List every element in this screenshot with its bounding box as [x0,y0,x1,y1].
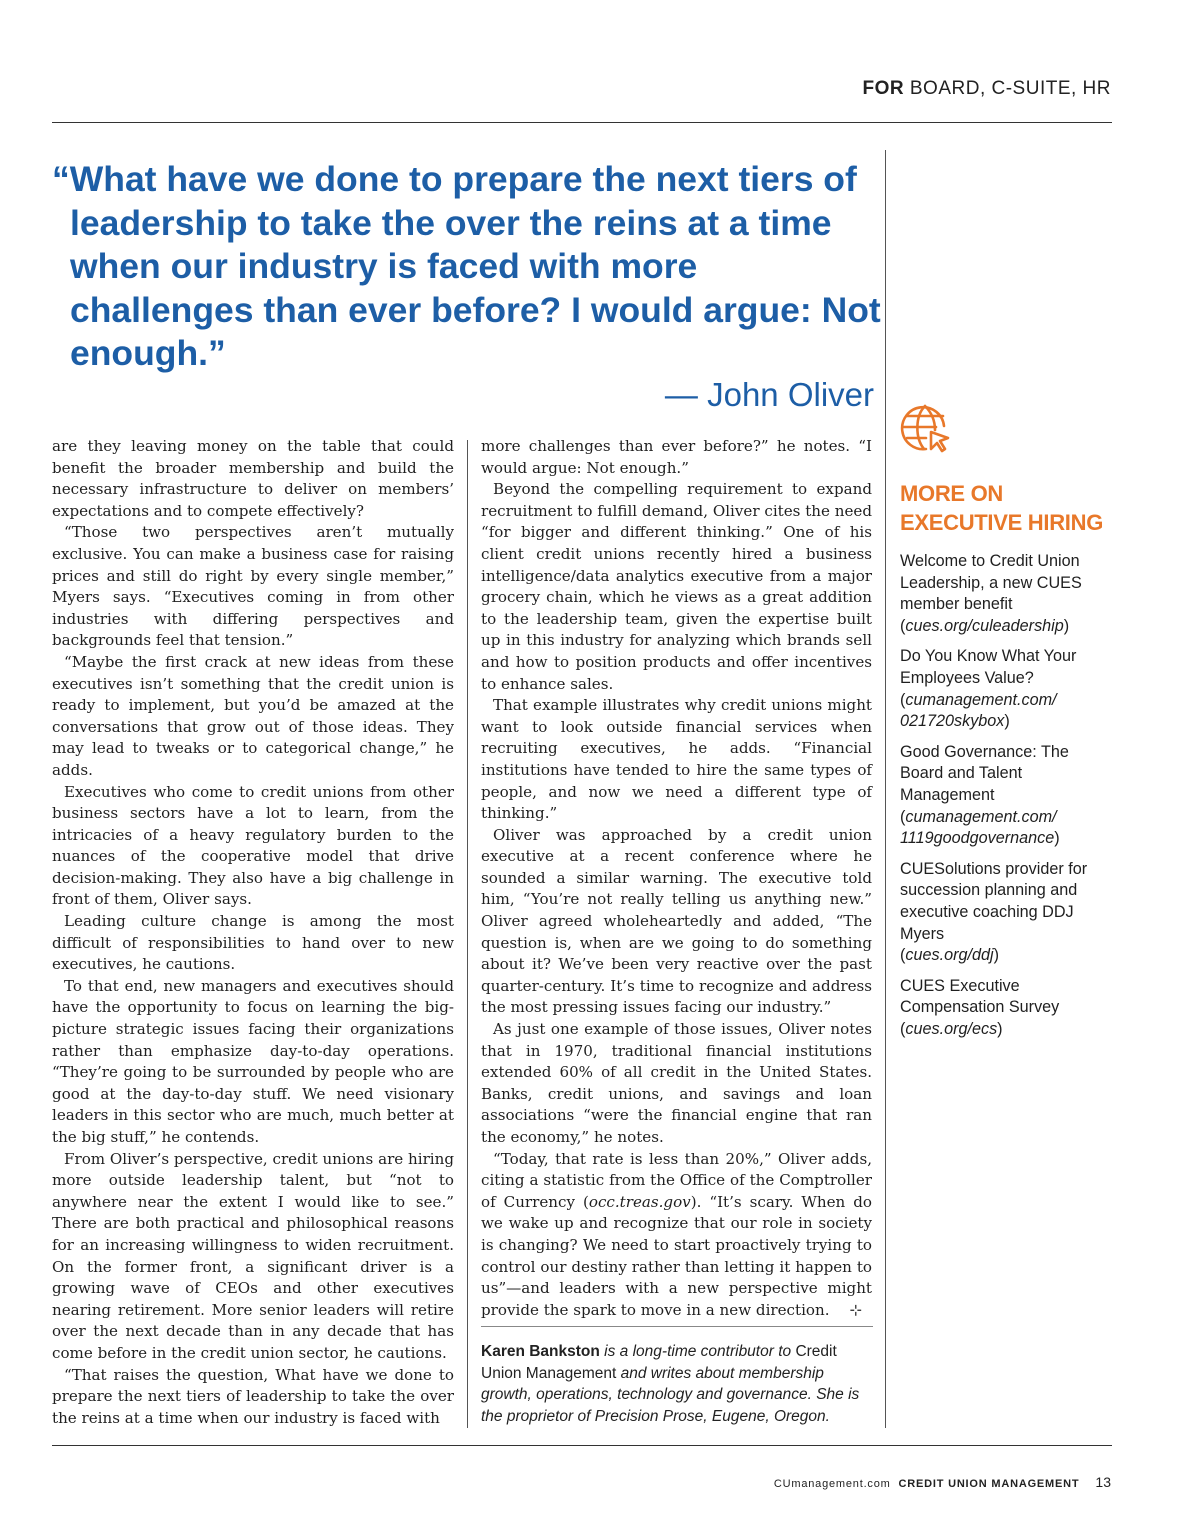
article-paragraph: are they leaving money on the table that could benefit the broader membership and build the necessary infrastructure to deliver on members’ expectations and to compete effectively? [52,437,454,520]
article-paragraph: “Those two perspectives aren’t mutually exclusive. You can make a business case for raising prices and still do right by every single member,” Myers says. “Executives coming in from other industries with differing perspectives and backgrounds feel that tension.” [52,523,454,650]
top-rule [52,122,1112,123]
sidebar-item: CUES Executive Compensation Survey (cues.org/ecs) [900,976,1060,1038]
sidebar-item-link[interactable]: cumanagement.com/ 021720skybox [900,690,1057,731]
occ-link[interactable]: occ.treas.gov [588,1192,691,1211]
article-paragraph: Beyond the compelling requirement to expand recruitment to fulfill demand, Oliver cites the need “for bigger and different thinking.” One of his client credit unions recently hired a business intelligence/data analytics executive from a major grocery chain, which he views as a great addition to the leadership team, given the expertise built up in this industry for analyzing which brands sell and how to position products and offer incentives to enhance sales. [481,480,872,693]
sidebar-item-text: CUESolutions provider for succession planning and executive coaching DDJ Myers [900,859,1088,943]
article-column-middle [481,436,872,1321]
pull-quote: “What have we done to prepare the next tiers of leadership to take the over the reins at a time when our industry is faced with more challenges than ever before? I would argue: Not enough.” [52,159,881,373]
article-column-left [52,436,454,1429]
article-paragraph: Oliver was approached by a credit union executive at a recent conference where he sounded a similar warning. The executive told him, “You’re not really telling us anything new.” Oliver agreed wholeheartedly and added, “The question is, when are we going to do something about it? We’ve been very reactive over the past quarter-century. It’s time to recognize and address the most pressing issues facing our industry.” [481,825,872,1017]
quote-attribution: — John Oliver [664,376,874,413]
author-bio [481,1341,873,1427]
bio-rule [481,1326,873,1327]
article-paragraph-final [481,1149,872,1322]
sidebar-item-link[interactable]: cues.org/ecs [905,1019,998,1038]
sidebar-item: Do You Know What Your Employees Value? (cumanagement.com/ 021720skybox) [900,647,1077,731]
sidebar-item: Welcome to Credit Union Leadership, a new CUES member benefit (cues.org/culeadership) [900,552,1082,635]
final-text-1: “Today, that rate is less than 20%,” Oliver adds, citing a statistic from the Office of the Comptroller of Currency ( [481,1149,872,1211]
article-paragraph: “Maybe the first crack at new ideas from these executives isn’t something that the credit union is ready to implement, but you’d be amazed at the conversations that grow out of those ideas. They may lead to tweaks or to categorical change,” he adds. [52,652,454,779]
sidebar-divider [885,150,886,1428]
article-paragraph: Executives who come to credit unions from other business sectors have a lot to learn, from the intricacies of a heavy regulatory burden to the nuances of the cooperative model that drive decision-making. They also have a big challenge in front of them, Oliver says. [52,782,454,909]
article-paragraph: From Oliver’s perspective, credit unions are hiring more outside leadership talent, but “not to anywhere near the extent I would like to see.” There are both practical and philosophical reasons for an increasing willingness to widen recruitment. On the former front, a significant driver is a growing wave of CEOs and other executives nearing retirement. More senior leaders will retire over the next decade than in any decade that has come before in the credit union sector, he cautions. [52,1149,454,1362]
bio-publication: Credit Union Management [481,1343,837,1382]
sidebar-item-text: Welcome to Credit Union Leadership, a new CUES member benefit [900,552,1082,614]
sidebar-item: CUESolutions provider for succession planning and executive coaching DDJ Myers (cues.org/ddj) [900,859,1088,965]
sidebar-list [900,551,1115,1049]
column-divider [467,440,468,1428]
sidebar-title-line1: MORE ON [900,481,1004,506]
author-name: Karen Bankston [481,1343,600,1360]
sidebar-item: Good Governance: The Board and Talent Management (cumanagement.com/ 1119goodgovernance) [900,742,1069,848]
article-paragraph: Leading culture change is among the most difficult of responsibilities to hand over to new executives, he cautions. [52,912,454,974]
article-paragraph: To that end, new managers and executives should have the opportunity to focus on learning the big-picture strategic issues facing their organizations rather than emphasize day-to-day operations. “They’re going to be surrounded by people who are good at the day-to-day stuff. We need visionary leaders in this sector who are much, much better at the big stuff,” he contends. [52,976,454,1146]
footer-publication: CREDIT UNION MANAGEMENT [898,1478,1080,1490]
article-paragraph: more challenges than ever before?” he notes. “I would argue: Not enough.” [481,437,872,477]
sidebar-item-link[interactable]: cumanagement.com/ 1119goodgovernance [900,807,1057,848]
sidebar-item-text: Do You Know What Your Employees Value? [900,647,1077,687]
bio-text-2: and writes about membership growth, operations, technology and governance. She is the proprietor of Precision Prose, Eugene, Oregon. [481,1364,860,1425]
sidebar-title [900,479,1120,537]
end-mark-icon: ⊹ [849,1300,863,1319]
sidebar-title-line2: EXECUTIVE HIRING [900,510,1104,535]
sidebar-item-text: CUES Executive Compensation Survey [900,976,1060,1017]
final-text-2: ). “It’s scary. When do we wake up and recognize that our role in society is changing? We need to start proactively trying to control our destiny rather than letting it happen to us”—and leaders with a new perspective might provide the spark to move in a new direction. [481,1192,872,1319]
article-paragraph: That example illustrates why credit unions might want to look outside financial services when recruiting executives, he adds. “Financial institutions have tended to hire the same types of people, and now we need a different type of thinking.” [481,696,872,823]
article-paragraph: As just one example of those issues, Oliver notes that in 1970, traditional financial institutions extended 60% of all credit in the United States. Banks, credit unions, and savings and loan associations “were the financial engine that ran the economy,” he notes. [481,1020,872,1146]
bottom-rule [52,1445,1112,1446]
section-tag [862,78,1111,100]
section-tag-audience: BOARD, C-SUITE, HR [909,78,1111,99]
sidebar-item-link[interactable]: cues.org/culeadership [905,616,1064,635]
page-footer [774,1474,1111,1490]
footer-site: CUmanagement.com [773,1478,891,1490]
bio-text-1: is a long-time contributor to [599,1343,796,1360]
article-paragraph: “That raises the question, What have we done to prepare the next tiers of leadership to take the over the reins at a time when our industry is faced with [52,1365,454,1427]
globe-cursor-icon [900,404,952,456]
section-tag-for: FOR [862,78,905,99]
sidebar-item-link[interactable]: cues.org/ddj [905,946,994,965]
page-number: 13 [1095,1474,1111,1490]
sidebar-item-text: Good Governance: The Board and Talent Management [900,742,1069,804]
